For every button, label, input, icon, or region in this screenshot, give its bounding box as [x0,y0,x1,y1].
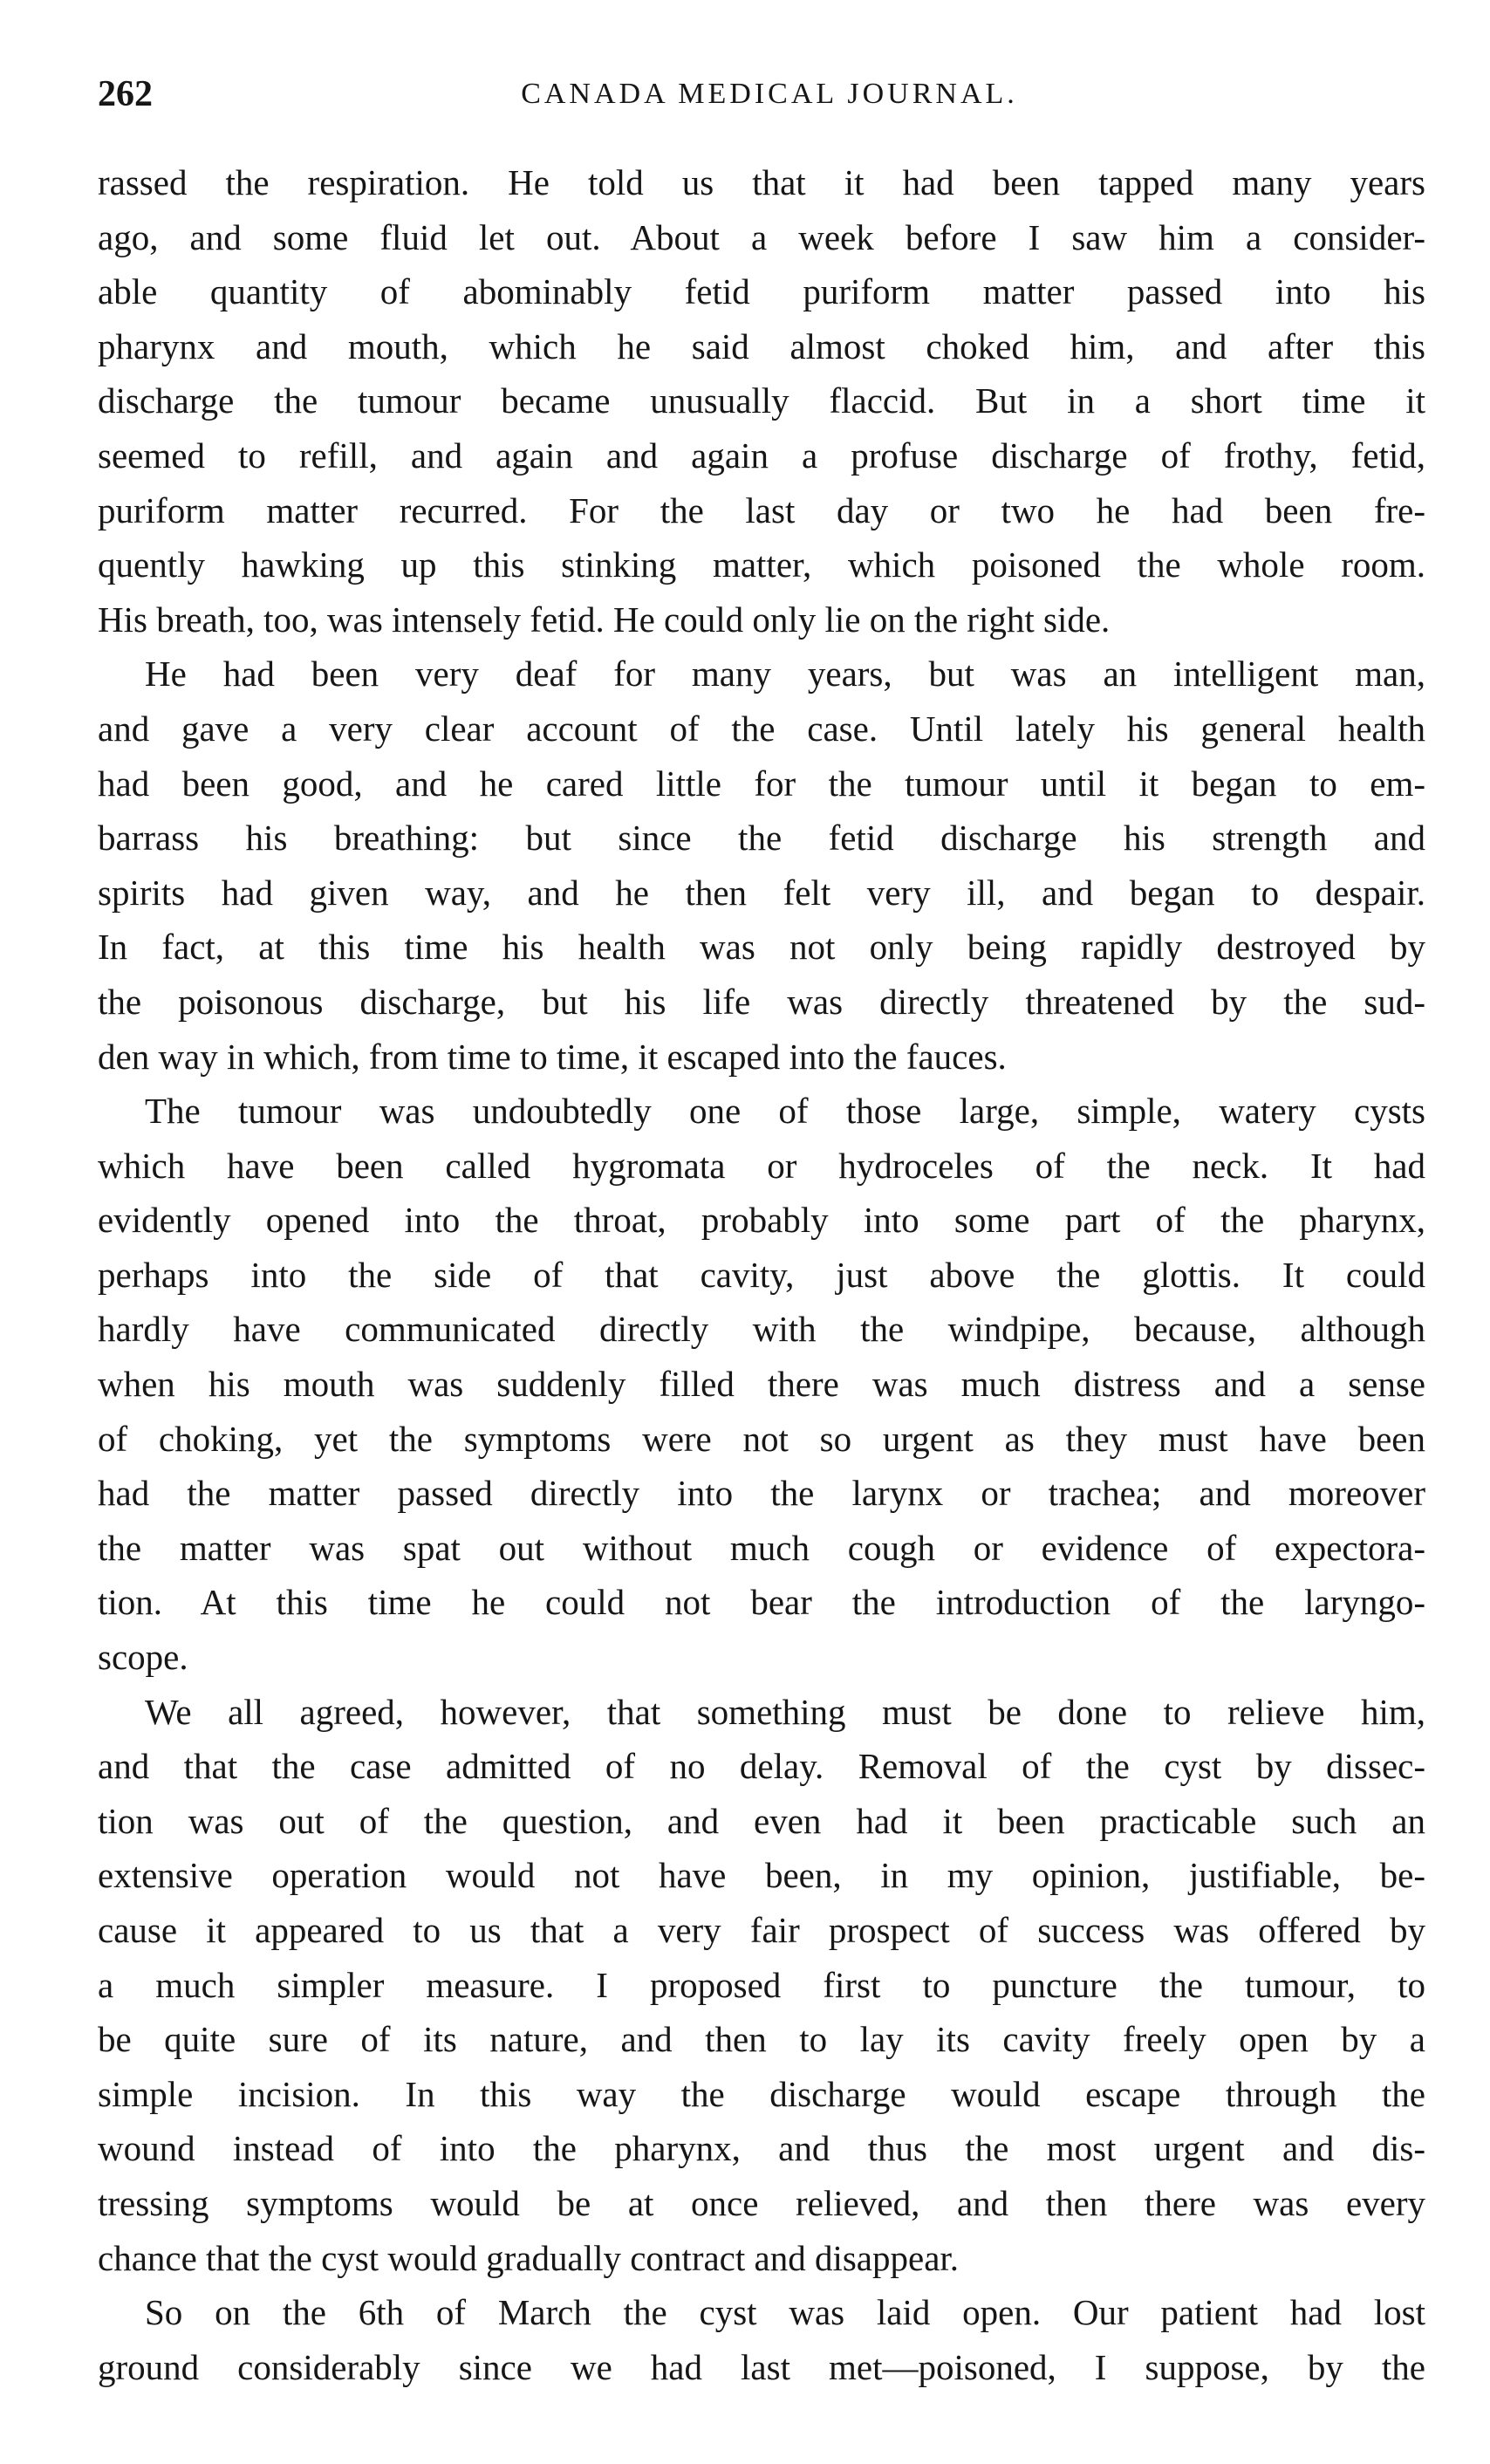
text-line: pharynx and mouth, which he said almost choked him, and after this [98,325,1425,366]
paragraph-start-line: The tumour was undoubtedly one of those large, simple, watery cysts [145,1091,1425,1132]
text-line: be quite sure of its nature, and then to lay its cavity freely open by a [98,2019,1425,2060]
page-header [98,68,1424,120]
text-line: rassed the respiration. He told us that it had been tapped many years [98,162,1425,202]
text-line: hardly have communicated directly with the windpipe, because, although [98,1309,1425,1350]
text-line: His breath, too, was intensely fetid. He could only lie on the right side. [98,599,1111,640]
text-line: wound instead of into the pharynx, and thus the most urgent and dis- [98,2128,1425,2169]
text-line: discharge the tumour became unusually flaccid. But in a short time it [98,380,1425,421]
text-line: and gave a very clear account of the case. Until lately his general health [98,708,1425,749]
text-line: evidently opened into the throat, probably into some part of the pharynx, [98,1200,1425,1241]
article-body [98,155,1425,2394]
text-line: simple incision. In this way the discharge would escape through the [98,2073,1425,2114]
text-line: chance that the cyst would gradually contract and disappear. [98,2237,960,2278]
text-line: seemed to refill, and again and again a profuse discharge of frothy, fetid, [98,435,1425,476]
text-line: when his mouth was suddenly filled there was much distress and a sense [98,1364,1425,1405]
text-line: the poisonous discharge, but his life was directly threatened by the sud- [98,981,1425,1022]
text-line: barrass his breathing: but since the fetid discharge his strength and [98,818,1425,859]
text-line: den way in which, from time to time, it escaped into the fauces. [98,1036,1007,1077]
text-line: perhaps into the side of that cavity, just above the glottis. It could [98,1254,1425,1295]
text-line: scope. [98,1637,188,1678]
text-line: puriform matter recurred. For the last day or two he had been fre- [98,489,1425,530]
page-number: 262 [98,74,153,114]
text-line: a much simpler measure. I proposed first to puncture the tumour, to [98,1964,1425,2005]
paragraph-start-line: We all agreed, however, that something must be done to relieve him, [145,1691,1425,1732]
text-line: of choking, yet the symptoms were not so urgent as they must have been [98,1418,1425,1459]
text-line: In fact, at this time his health was not only being rapidly destroyed by [98,927,1425,968]
text-line: spirits had given way, and he then felt very ill, and began to despair. [98,872,1425,913]
text-line: cause it appeared to us that a very fair prospect of success was offered by [98,1910,1425,1950]
running-title: CANADA MEDICAL JOURNAL. [521,78,1018,110]
text-line: ground considerably since we had last met—poisoned, I suppose, by the [98,2346,1425,2387]
text-line: had been good, and he cared little for the tumour until it began to em- [98,763,1425,804]
paragraph-start-line: He had been very deaf for many years, but was an intelligent man, [145,654,1425,695]
text-line: tion. At this time he could not bear the introduction of the laryngo- [98,1582,1425,1623]
text-line: extensive operation would not have been, in my opinion, justifiable, be- [98,1855,1425,1896]
paragraph-start-line: So on the 6th of March the cyst was laid open. Our patient had lost [145,2292,1425,2333]
text-line: ago, and some fluid let out. About a week before I saw him a consider- [98,216,1425,257]
text-line: able quantity of abominably fetid puriform matter passed into his [98,271,1425,312]
text-line: quently hawking up this stinking matter, which poisoned the whole room. [98,544,1425,585]
text-line: and that the case admitted of no delay. Removal of the cyst by dissec- [98,1746,1425,1787]
text-line: tressing symptoms would be at once relieved, and then there was every [98,2182,1425,2223]
text-line: the matter was spat out without much cough or evidence of expectora- [98,1527,1425,1568]
text-line: had the matter passed directly into the larynx or trachea; and moreover [98,1473,1425,1514]
text-line: which have been called hygromata or hydroceles of the neck. It had [98,1145,1425,1186]
text-line: tion was out of the question, and even had it been practicable such an [98,1800,1425,1841]
